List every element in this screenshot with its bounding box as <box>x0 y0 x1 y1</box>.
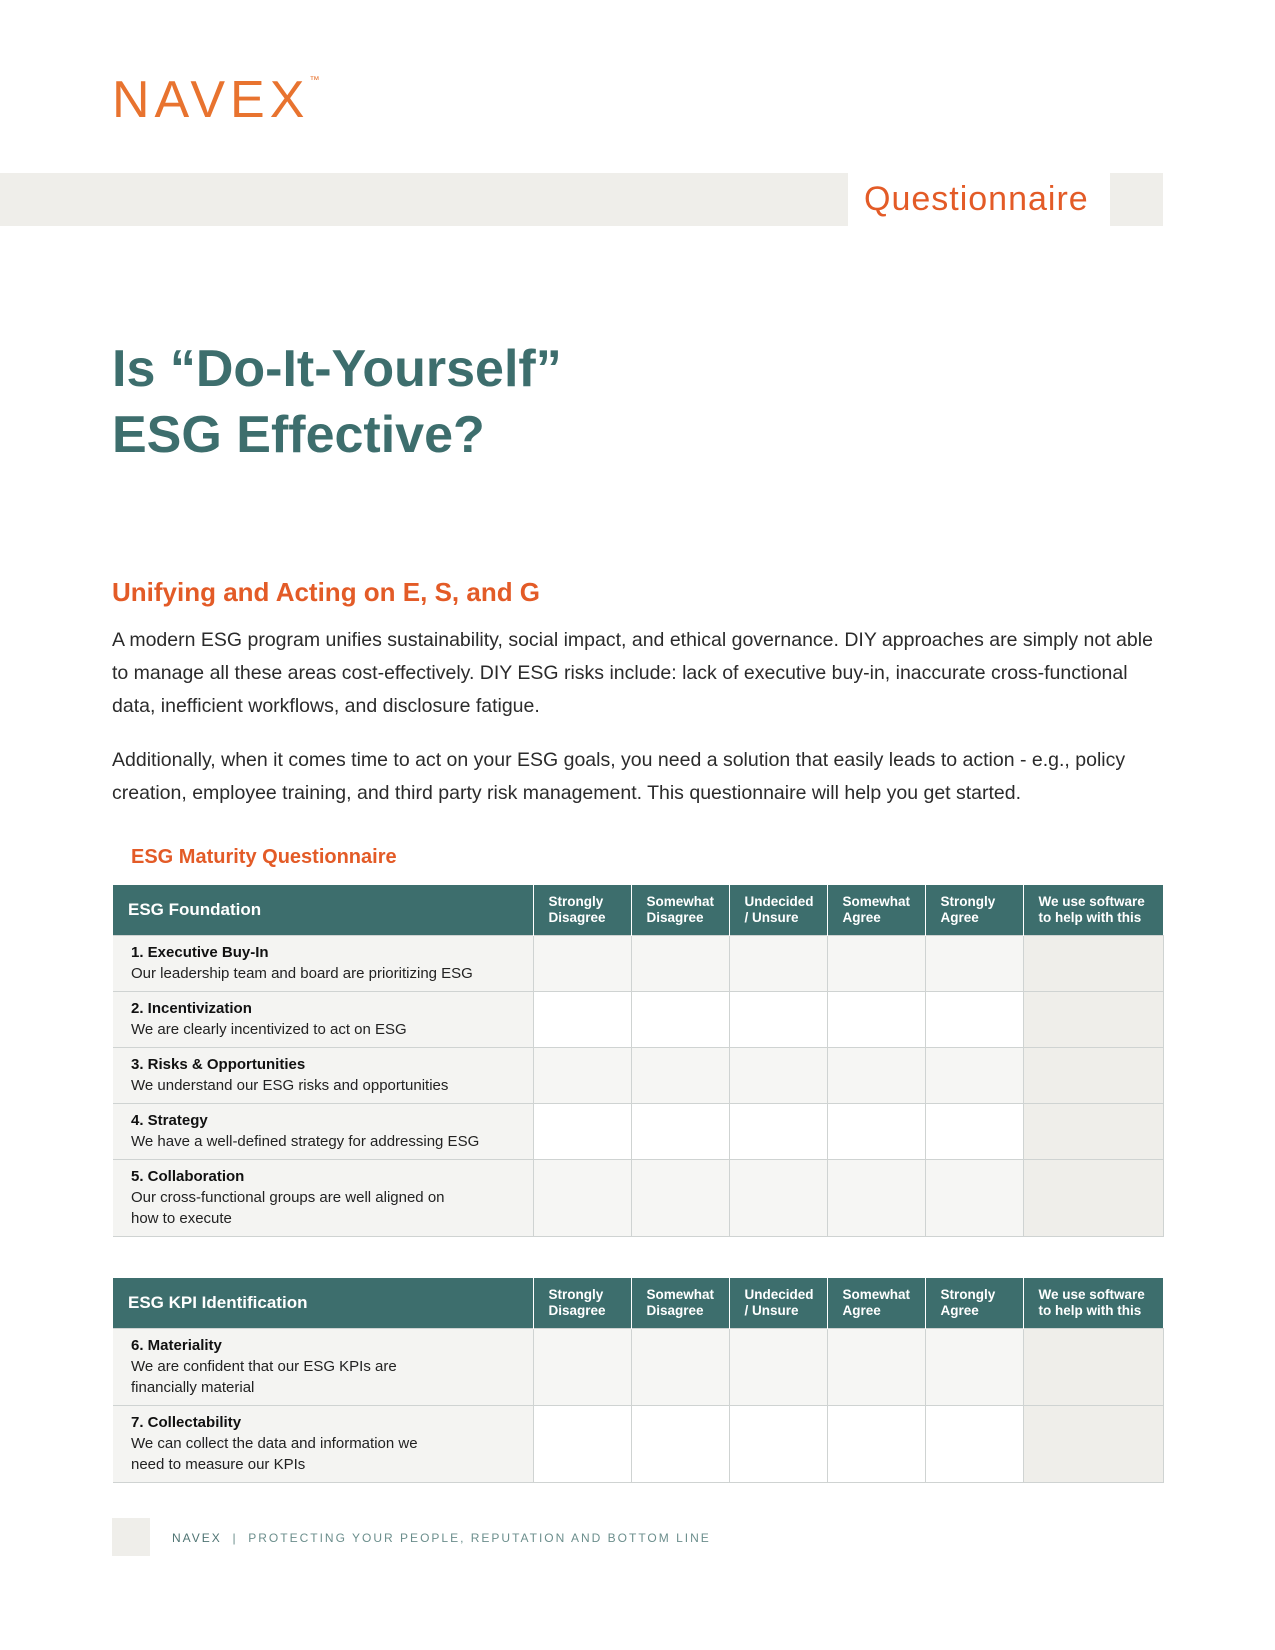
answer-cell[interactable] <box>631 1405 729 1482</box>
question-description: Our leadership team and board are prioritizing ESG <box>131 965 473 982</box>
answer-cell[interactable] <box>631 991 729 1047</box>
question-cell <box>113 1103 533 1159</box>
intro-paragraph-2: Additionally, when it comes time to act on your ESG goals, you need a solution that easily leads to action - e.g., policy creation, employee training, and third party risk management. This questionnaire will help you get started. <box>112 749 1126 804</box>
footer <box>172 1531 711 1545</box>
question-cell <box>113 1328 533 1405</box>
answer-cell[interactable] <box>827 1328 925 1405</box>
section-heading: Unifying and Acting on E, S, and G <box>112 577 541 607</box>
answer-cell[interactable] <box>533 1047 631 1103</box>
trademark-symbol: ™ <box>309 75 320 86</box>
table-row <box>113 1159 1163 1236</box>
column-header: Somewhat Agree <box>827 885 925 935</box>
software-cell[interactable] <box>1023 991 1163 1047</box>
table-row <box>113 1103 1163 1159</box>
footer-brand: NAVEX <box>172 1531 222 1545</box>
answer-cell[interactable] <box>533 1103 631 1159</box>
questionnaire-heading: ESG Maturity Questionnaire <box>131 846 397 868</box>
question-description: We have a well-defined strategy for addressing ESG <box>131 1133 480 1150</box>
software-cell[interactable] <box>1023 1328 1163 1405</box>
answer-cell[interactable] <box>631 935 729 991</box>
answer-cell[interactable] <box>533 935 631 991</box>
question-description: Our cross-functional groups are well aligned on how to execute <box>131 1189 445 1227</box>
column-header: Undecided / Unsure <box>729 1278 827 1328</box>
header-band-right <box>1110 173 1163 226</box>
table-title: ESG KPI Identification <box>113 1278 533 1328</box>
column-header: Strongly Disagree <box>533 1278 631 1328</box>
software-cell[interactable] <box>1023 1103 1163 1159</box>
software-cell[interactable] <box>1023 1159 1163 1236</box>
answer-cell[interactable] <box>729 991 827 1047</box>
table-row <box>113 1047 1163 1103</box>
answer-cell[interactable] <box>827 1047 925 1103</box>
question-label: 5. Collaboration <box>131 1168 245 1185</box>
table-title: ESG Foundation <box>113 885 533 935</box>
answer-cell[interactable] <box>631 1328 729 1405</box>
header-band-left <box>0 173 848 226</box>
answer-cell[interactable] <box>925 991 1023 1047</box>
question-label: 3. Risks & Opportunities <box>131 1056 306 1073</box>
title-line-1: Is “Do-It-Yourself” <box>112 340 562 398</box>
column-header: Strongly Agree <box>925 885 1023 935</box>
table-row <box>113 1405 1163 1482</box>
question-label: 4. Strategy <box>131 1112 208 1129</box>
answer-cell[interactable] <box>925 1405 1023 1482</box>
table-row <box>113 991 1163 1047</box>
answer-cell[interactable] <box>729 1159 827 1236</box>
esg-kpi-identification-table <box>113 1278 1164 1483</box>
question-description: We are confident that our ESG KPIs are financially material <box>131 1358 397 1396</box>
answer-cell[interactable] <box>533 1405 631 1482</box>
footer-separator: | <box>232 1531 238 1545</box>
logo-text: NAVEX <box>112 71 310 129</box>
question-description: We understand our ESG risks and opportunities <box>131 1077 449 1094</box>
answer-cell[interactable] <box>533 991 631 1047</box>
question-description: We are clearly incentivized to act on ESG <box>131 1021 407 1038</box>
answer-cell[interactable] <box>827 1405 925 1482</box>
answer-cell[interactable] <box>827 1103 925 1159</box>
column-header: Undecided / Unsure <box>729 885 827 935</box>
question-cell <box>113 1405 533 1482</box>
column-header: Somewhat Disagree <box>631 1278 729 1328</box>
question-label: 2. Incentivization <box>131 1000 252 1017</box>
column-header: Strongly Agree <box>925 1278 1023 1328</box>
answer-cell[interactable] <box>631 1047 729 1103</box>
table-row <box>113 935 1163 991</box>
answer-cell[interactable] <box>729 935 827 991</box>
title-line-2: ESG Effective? <box>112 406 485 464</box>
footer-square <box>112 1518 150 1556</box>
navex-logo <box>112 71 320 129</box>
answer-cell[interactable] <box>533 1159 631 1236</box>
question-label: 6. Materiality <box>131 1337 222 1354</box>
document-type-label: Questionnaire <box>864 180 1089 218</box>
column-header: Strongly Disagree <box>533 885 631 935</box>
esg-foundation-table <box>113 885 1164 1237</box>
answer-cell[interactable] <box>827 991 925 1047</box>
answer-cell[interactable] <box>925 935 1023 991</box>
column-header: We use software to help with this <box>1023 1278 1163 1328</box>
answer-cell[interactable] <box>827 1159 925 1236</box>
answer-cell[interactable] <box>925 1047 1023 1103</box>
intro-paragraph-1: A modern ESG program unifies sustainability, social impact, and ethical governance. DIY approaches are simply not able to manage all these areas cost-effectively. DIY ESG risks include: lack of executive buy-in, inaccurate cross-functional data, inefficient workflows, and disclosure fatigue. <box>112 629 1153 717</box>
question-cell <box>113 1159 533 1236</box>
question-label: 1. Executive Buy-In <box>131 944 269 961</box>
software-cell[interactable] <box>1023 935 1163 991</box>
answer-cell[interactable] <box>925 1103 1023 1159</box>
answer-cell[interactable] <box>631 1159 729 1236</box>
answer-cell[interactable] <box>533 1328 631 1405</box>
software-cell[interactable] <box>1023 1047 1163 1103</box>
footer-tagline: PROTECTING YOUR PEOPLE, REPUTATION AND BOTTOM LINE <box>248 1531 711 1545</box>
answer-cell[interactable] <box>729 1328 827 1405</box>
column-header: We use software to help with this <box>1023 885 1163 935</box>
question-cell <box>113 1047 533 1103</box>
column-header: Somewhat Agree <box>827 1278 925 1328</box>
answer-cell[interactable] <box>925 1159 1023 1236</box>
column-header: Somewhat Disagree <box>631 885 729 935</box>
answer-cell[interactable] <box>729 1405 827 1482</box>
answer-cell[interactable] <box>827 935 925 991</box>
question-cell <box>113 991 533 1047</box>
table-row <box>113 1328 1163 1405</box>
answer-cell[interactable] <box>631 1103 729 1159</box>
answer-cell[interactable] <box>729 1103 827 1159</box>
question-label: 7. Collectability <box>131 1414 242 1431</box>
page-title <box>112 336 562 468</box>
answer-cell[interactable] <box>729 1047 827 1103</box>
question-cell <box>113 935 533 991</box>
answer-cell[interactable] <box>925 1328 1023 1405</box>
software-cell[interactable] <box>1023 1405 1163 1482</box>
question-description: We can collect the data and information we need to measure our KPIs <box>131 1435 418 1473</box>
